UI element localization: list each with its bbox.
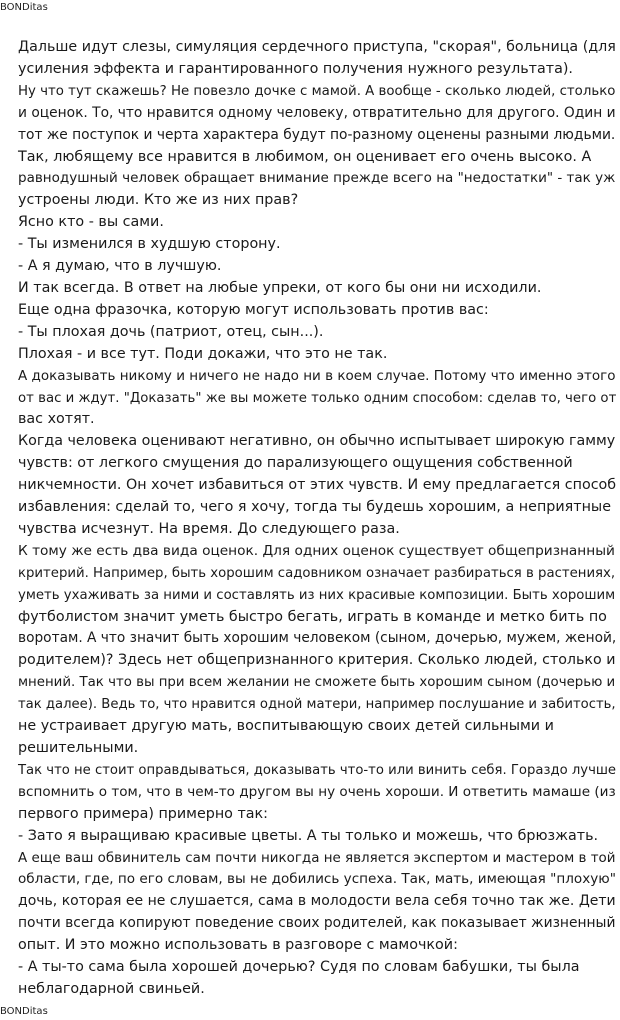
text-line: критерий. Например, быть хорошим садовником означает разбираться в растениях, [18, 565, 616, 581]
text-line: - Ты изменился в худшую сторону. [18, 236, 281, 253]
text-line: вспомнить о том, что в чем-то другом вы ну очень хороши. И ответить мамаше (из [18, 783, 616, 800]
text-line: Так, любящему все нравится в любимом, он оценивает его очень высоко. А [18, 148, 592, 165]
text-line: первого примера) примерно так: [18, 805, 268, 822]
text-line: неблагодарной свиньей. [18, 980, 205, 997]
text-line: вас хотят. [18, 411, 95, 428]
text-line: чувства исчезнут. На время. До следующего раза. [18, 520, 400, 537]
text-line: Еще одна фразочка, которую могут использовать против вас: [18, 301, 489, 318]
text-line: футболистом значит уметь быстро бегать, играть в команде и метко бить по [18, 608, 607, 625]
text-line: воротам. А что значит быть хорошим человеком (сыном, дочерью, мужем, женой, [18, 630, 617, 647]
text-line: А доказывать никому и ничего не надо ни в коем случае. Потому что именно этого [18, 367, 616, 384]
text-line: устроены люди. Кто же из них прав? [18, 192, 299, 209]
text-line: К тому же есть два вида оценок. Для одних оценок существует общепризнанный [18, 542, 615, 559]
text-line: так далее). Ведь то, что нравится одной матери, например послушание и забитость, [18, 697, 616, 713]
text-line: и оценок. То, что нравится одному человеку, отвратительно для другого. Один и [18, 104, 616, 121]
text-line: почти всегда копируют поведение своих родителей, как показывает жизненный [18, 915, 616, 932]
text-line: не устраивает другую мать, воспитывающую своих детей сильными и [18, 718, 554, 735]
text-line: Когда человека оценивают негативно, он обычно испытывает широкую гамму [18, 433, 616, 450]
text-line: мнений. Так что вы при всем желании не сможете быть хорошим сыном (дочерью и [18, 675, 616, 691]
text-line: Плохая - и все тут. Поди докажи, что это не так. [18, 345, 388, 362]
page-header-label: BONDitas [0, 2, 48, 13]
text-line: - А я думаю, что в лучшую. [18, 258, 222, 275]
text-line: никчемности. Он хочет избавиться от этих чувств. И ему предлагается способ [18, 477, 617, 494]
text-line: чувств: от легкого смущения до парализующего ощущения собственной [18, 455, 573, 472]
text-line: А еще ваш обвинитель сам почти никогда не является экспертом и мастером в той [18, 850, 616, 866]
body-text [18, 37, 616, 1001]
text-line: - Зато я выращиваю красивые цветы. А ты только и можешь, что брюзжать. [18, 827, 599, 844]
text-line: Ну что тут скажешь? Не повезло дочке с мамой. А вообще - сколько людей, столько [18, 83, 616, 99]
text-line: опыт. И это можно использовать в разговоре с мамочкой: [18, 937, 458, 954]
text-line: решительными. [18, 740, 139, 756]
text-line: Дальше идут слезы, симуляция сердечного приступа, "скорая", больница (для [18, 39, 616, 55]
text-line: - Ты плохая дочь (патриот, отец, сын...). [18, 323, 324, 340]
text-line: - А ты-то сама была хорошей дочерью? Судя по словам бабушки, ты была [18, 959, 580, 976]
text-line: области, где, по его словам, вы не добились успеха. Так, мать, имеющая "плохую" [18, 871, 616, 888]
page-footer-label: BONDitas [0, 1006, 48, 1017]
text-line: тот же поступок и черта характера будут по-разному оценены разными людьми. [18, 126, 616, 143]
text-line: избавления: сделай то, чего я хочу, тогда ты будешь хорошим, а неприятные [18, 499, 612, 516]
text-line: равнодушный человек обращает внимание прежде всего на "недостатки" - так уж [18, 170, 616, 187]
text-line: Ясно кто - вы сами. [18, 214, 164, 231]
text-line: родителем)? Здесь нет общепризнанного критерия. Сколько людей, столько и [18, 652, 616, 669]
text-line: Так что не стоит оправдываться, доказывать что-то или винить себя. Гораздо лучше [18, 762, 617, 778]
text-line: усиления эффекта и гарантированного получения нужного результата). [18, 60, 573, 77]
text-line: от вас и ждут. "Доказать" же вы можете только одним способом: сделав то, чего от [18, 390, 617, 406]
text-line: дочь, которая ее не слушается, сама в молодости вела себя точно так же. Дети [18, 893, 616, 910]
text-line: уметь ухаживать за ними и составлять из них красивые композиции. Быть хорошим [18, 587, 616, 603]
text-line: И так всегда. В ответ на любые упреки, от кого бы они ни исходили. [18, 279, 542, 296]
